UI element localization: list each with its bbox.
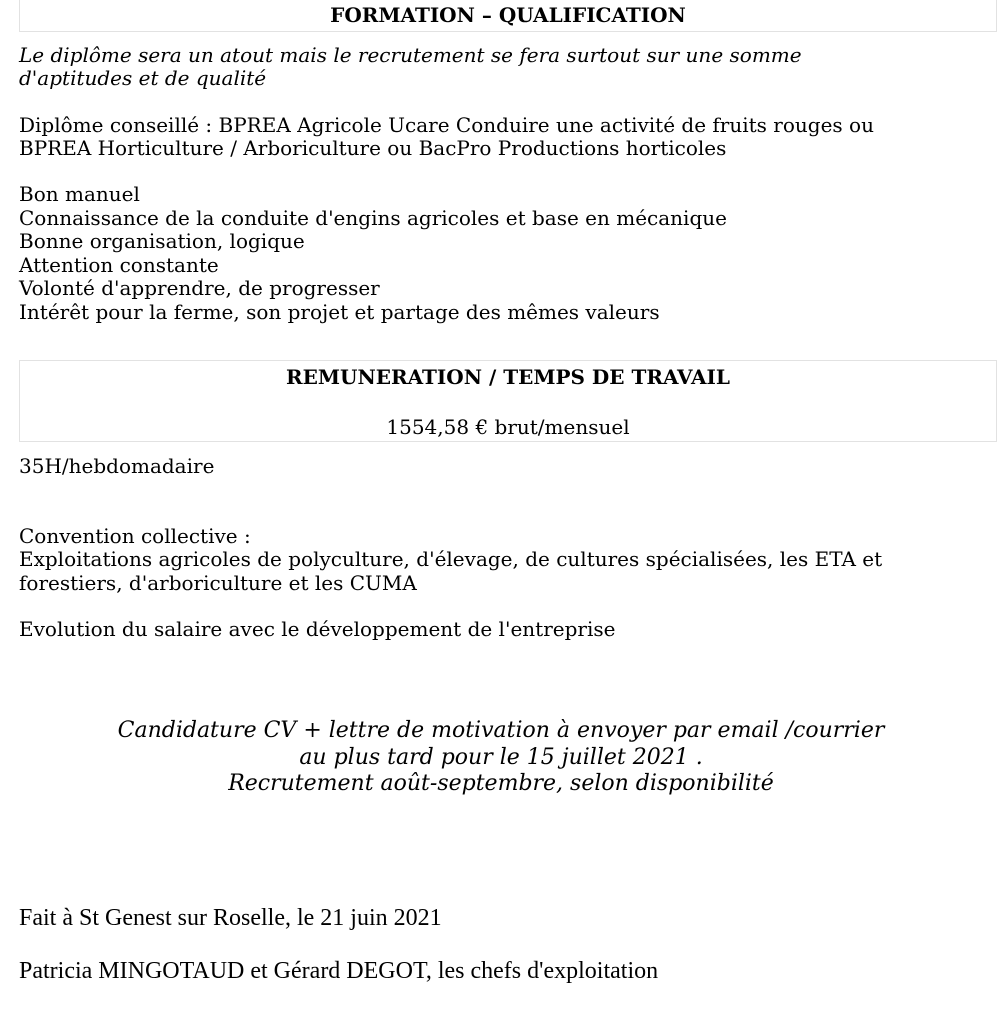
convention-label: Convention collective : (19, 524, 251, 548)
salary-value: 1554,58 € brut/mensuel (386, 415, 630, 439)
salary-evolution: Evolution du salaire avec le développement de l'entreprise (19, 617, 616, 641)
signature-authors: Patricia MINGOTAUD et Gérard DEGOT, les chefs d'exploitation (19, 958, 659, 984)
convention-line-2: forestiers, d'arboriculture et les CUMA (19, 571, 417, 595)
application-block (0, 718, 1002, 798)
quality-item: Volonté d'apprendre, de progresser (19, 276, 380, 300)
application-line: Recrutement août-septembre, selon disponibilité (228, 771, 774, 796)
convention-line-1: Exploitations agricoles de polyculture, d'élevage, de cultures spécialisées, les ETA et (19, 547, 883, 571)
application-line: au plus tard pour le 15 juillet 2021 . (299, 744, 703, 770)
diploma-line-2: BPREA Horticulture / Arboriculture ou BacPro Productions horticoles (19, 136, 727, 160)
formation-intro-line-1: Le diplôme sera un atout mais le recrutement se fera surtout sur une somme (19, 43, 802, 67)
application-line: Candidature CV + lettre de motivation à envoyer par email /courrier (117, 718, 885, 743)
quality-item: Bonne organisation, logique (19, 229, 305, 253)
remuneration-box (19, 360, 997, 442)
remuneration-title: REMUNERATION / TEMPS DE TRAVAIL (286, 365, 730, 389)
quality-item: Bon manuel (19, 182, 140, 206)
diploma-line-1: Diplôme conseillé : BPREA Agricole Ucare Conduire une activité de fruits rouges ou (19, 113, 874, 137)
working-hours: 35H/hebdomadaire (19, 454, 215, 478)
quality-item: Attention constante (19, 253, 219, 277)
formation-title: FORMATION – QUALIFICATION (330, 3, 686, 27)
quality-item: Connaissance de la conduite d'engins agricoles et base en mécanique (19, 206, 727, 230)
quality-item: Intérêt pour la ferme, son projet et partage des mêmes valeurs (19, 300, 660, 324)
formation-header-box (19, 0, 997, 32)
place-date: Fait à St Genest sur Roselle, le 21 juin 2021 (19, 905, 442, 931)
formation-intro-line-2: d'aptitudes et de qualité (19, 66, 267, 90)
